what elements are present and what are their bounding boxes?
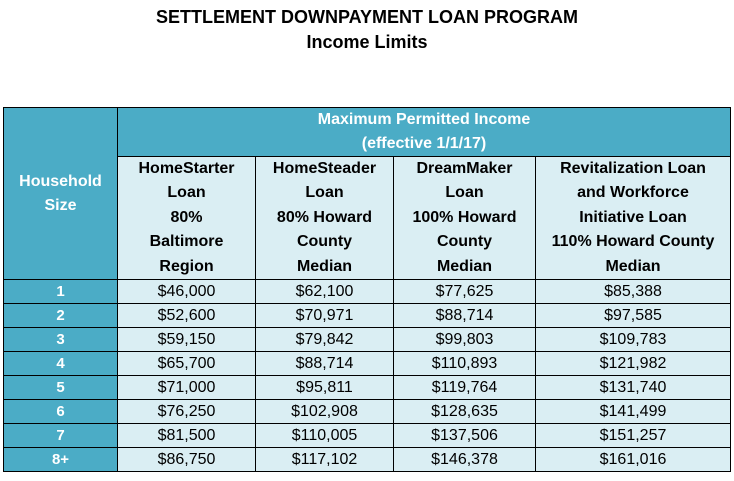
column-header-dreammaker	[394, 157, 536, 280]
document-subtitle: Income Limits	[306, 32, 428, 52]
income-limit-cell: $109,783	[536, 328, 731, 352]
income-limit-cell: $95,811	[256, 376, 394, 400]
table-row	[4, 400, 731, 424]
income-limit-cell: $121,982	[536, 352, 731, 376]
column-header-line: 80%	[170, 208, 203, 226]
column-header-line: Revitalization Loan	[560, 160, 706, 177]
column-header-line: 80% Howard	[276, 208, 373, 226]
column-header-line: Baltimore	[149, 233, 224, 251]
income-limit-cell: $81,500	[118, 424, 256, 448]
table-row	[4, 304, 731, 328]
column-header-line: Loan	[445, 184, 484, 202]
income-limit-cell: $62,100	[256, 280, 394, 304]
income-limit-cell: $102,908	[256, 400, 394, 424]
column-header-line: Loan	[167, 184, 206, 202]
income-limit-cell: $110,005	[256, 424, 394, 448]
household-header-line: Household	[19, 172, 102, 190]
table-row	[4, 448, 731, 472]
document-title: SETTLEMENT DOWNPAYMENT LOAN PROGRAM	[156, 7, 578, 27]
table-row	[4, 352, 731, 376]
income-limits-table	[3, 107, 731, 472]
income-limit-cell: $76,250	[118, 400, 256, 424]
table-row	[4, 376, 731, 400]
household-size-cell: 4	[4, 352, 118, 376]
household-size-cell: 3	[4, 328, 118, 352]
column-header-line: DreamMaker	[416, 160, 513, 177]
income-limit-cell: $119,764	[394, 376, 536, 400]
income-limit-cell: $131,740	[536, 376, 731, 400]
column-header-line: Initiative Loan	[579, 208, 687, 226]
income-limit-cell: $128,635	[394, 400, 536, 424]
column-header-revitalization	[536, 157, 731, 280]
column-header-line: Region	[159, 257, 214, 275]
income-limit-cell: $70,971	[256, 304, 394, 328]
household-size-cell: 2	[4, 304, 118, 328]
income-limit-cell: $117,102	[256, 448, 394, 472]
income-limit-cell: $77,625	[394, 280, 536, 304]
income-limit-cell: $151,257	[536, 424, 731, 448]
income-limit-cell: $146,378	[394, 448, 536, 472]
income-limit-cell: $85,388	[536, 280, 731, 304]
column-header-line: County	[296, 233, 353, 251]
column-header-line: County	[436, 233, 493, 251]
income-limit-cell: $99,803	[394, 328, 536, 352]
column-header-line: 110% Howard County	[551, 233, 715, 251]
column-header-line: Median	[436, 257, 493, 275]
max-income-header-line: Maximum Permitted Income	[317, 111, 531, 128]
income-limit-cell: $86,750	[118, 448, 256, 472]
max-income-header-line: (effective 1/1/17)	[361, 135, 487, 152]
column-header-line: HomeStarter	[138, 160, 235, 177]
table-row	[4, 328, 731, 352]
income-limit-cell: $79,842	[256, 328, 394, 352]
income-limit-cell: $161,016	[536, 448, 731, 472]
column-header-line: Median	[605, 257, 661, 275]
income-limit-cell: $88,714	[394, 304, 536, 328]
household-size-cell: 5	[4, 376, 118, 400]
income-limit-cell: $52,600	[118, 304, 256, 328]
income-limit-cell: $46,000	[118, 280, 256, 304]
household-size-header	[4, 108, 118, 280]
column-header-homestarter	[118, 157, 256, 280]
income-limit-cell: $97,585	[536, 304, 731, 328]
column-header-line: Loan	[305, 184, 344, 202]
income-limit-cell: $137,506	[394, 424, 536, 448]
household-size-cell: 6	[4, 400, 118, 424]
column-header-line: HomeSteader	[272, 160, 377, 177]
column-header-line: Median	[296, 257, 353, 275]
income-limit-cell: $59,150	[118, 328, 256, 352]
max-income-header	[118, 108, 731, 157]
household-size-cell: 7	[4, 424, 118, 448]
income-limit-cell: $65,700	[118, 352, 256, 376]
household-size-cell: 8+	[4, 448, 118, 472]
income-limit-cell: $88,714	[256, 352, 394, 376]
column-header-homesteader	[256, 157, 394, 280]
household-header-line: Size	[44, 196, 77, 214]
income-limit-cell: $71,000	[118, 376, 256, 400]
household-size-cell: 1	[4, 280, 118, 304]
table-row	[4, 424, 731, 448]
column-header-line: 100% Howard	[412, 208, 517, 226]
income-limit-cell: $141,499	[536, 400, 731, 424]
table-row	[4, 280, 731, 304]
column-header-line: and Workforce	[577, 184, 689, 202]
income-limit-cell: $110,893	[394, 352, 536, 376]
